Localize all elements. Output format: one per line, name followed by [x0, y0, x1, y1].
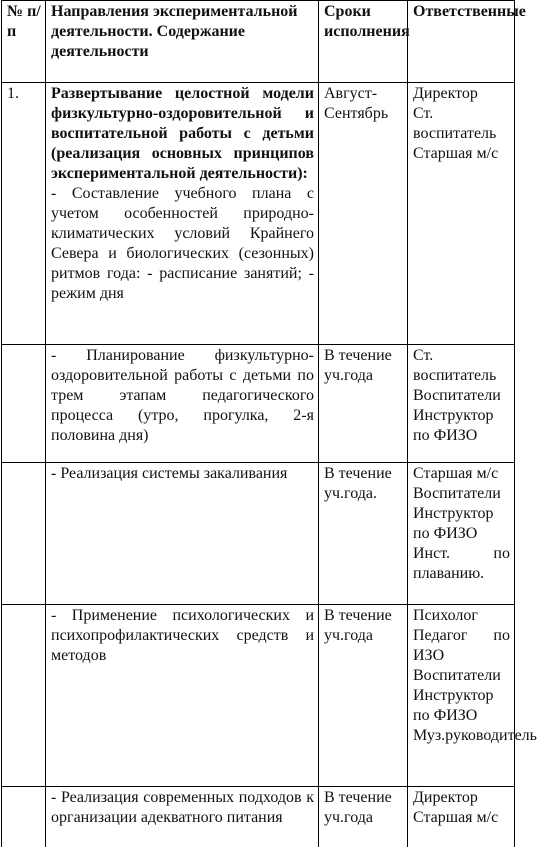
row-timing: В течение уч.года — [319, 605, 408, 787]
responsible-item: Старшая м/с — [413, 145, 499, 162]
header-direction: Направления экспериментальной деятельности. Содержание деятельности — [46, 1, 319, 83]
responsible-item: Инст. по плаванию. — [413, 545, 510, 582]
row-timing: В течение уч.года. — [319, 463, 408, 605]
row-responsible — [408, 345, 515, 463]
table-row — [2, 605, 515, 787]
row-timing: В течение уч.года — [319, 787, 408, 847]
row-num — [2, 345, 46, 463]
row-responsible — [408, 83, 515, 345]
row-num: 1. — [2, 83, 46, 345]
responsible-item: Ст. воспитатель — [413, 105, 497, 142]
row-num — [2, 605, 46, 787]
row-text: - Планирование физкультурно-оздоровительной работы с детьми по трем этапам педагогического процесса (утро, прогулка, 2-я половина дня) — [46, 345, 319, 463]
table-row — [2, 83, 515, 345]
responsible-item: Инструктор по ФИЗО — [413, 505, 494, 542]
responsible-item: Директор — [413, 789, 478, 806]
responsible-item: Старшая м/с — [413, 465, 499, 482]
responsible-item: Инструктор по ФИЗО — [413, 407, 494, 444]
responsible-item: Педагог по ИЗО — [413, 627, 510, 664]
header-timing: Сроки исполнения — [319, 1, 408, 83]
responsible-item: Старшая м/с — [413, 809, 499, 826]
responsible-item: Муз.руководитель — [413, 727, 537, 744]
activity-plan-table — [1, 0, 537, 847]
row-title: Развертывание целостной модели физкультурно-оздоровительной и воспитательной работы с детьми (реализация основных принципов экспериментальной деятельности): — [51, 85, 314, 182]
row-timing: В течение уч.года — [319, 345, 408, 463]
row-responsible — [408, 787, 515, 847]
row-responsible — [408, 463, 515, 605]
responsible-item: Директор — [413, 85, 478, 102]
row-num — [2, 787, 46, 847]
row-content — [46, 83, 319, 345]
table-row — [2, 463, 515, 605]
row-text: - Реализация современных подходов к организации адекватного питания — [46, 787, 319, 847]
responsible-item: Психолог — [413, 607, 478, 624]
responsible-item: Ст. воспитатель — [413, 347, 497, 384]
row-num — [2, 463, 46, 605]
header-responsible: Ответственные — [408, 1, 515, 83]
table-row — [2, 345, 515, 463]
responsible-item: Инструктор по ФИЗО — [413, 687, 494, 724]
row-text: - Применение психологических и психопрофилактических средств и методов — [46, 605, 319, 787]
row-text: - Реализация системы закаливания — [46, 463, 319, 605]
responsible-item: Воспитатели — [413, 387, 501, 404]
table-row — [2, 787, 515, 847]
row-responsible — [408, 605, 537, 787]
responsible-item: Воспитатели — [413, 667, 501, 684]
header-num: № п/п — [2, 1, 46, 83]
responsible-item: Воспитатели — [413, 485, 501, 502]
row-timing: Август-Сентябрь — [319, 83, 408, 345]
header-row — [2, 1, 515, 83]
row-text: - Составление учебного плана с учетом особенностей природно-климатических условий Крайнего Севера и биологических (сезонных) ритмов года: - расписание занятий; - режим дня — [51, 185, 314, 302]
